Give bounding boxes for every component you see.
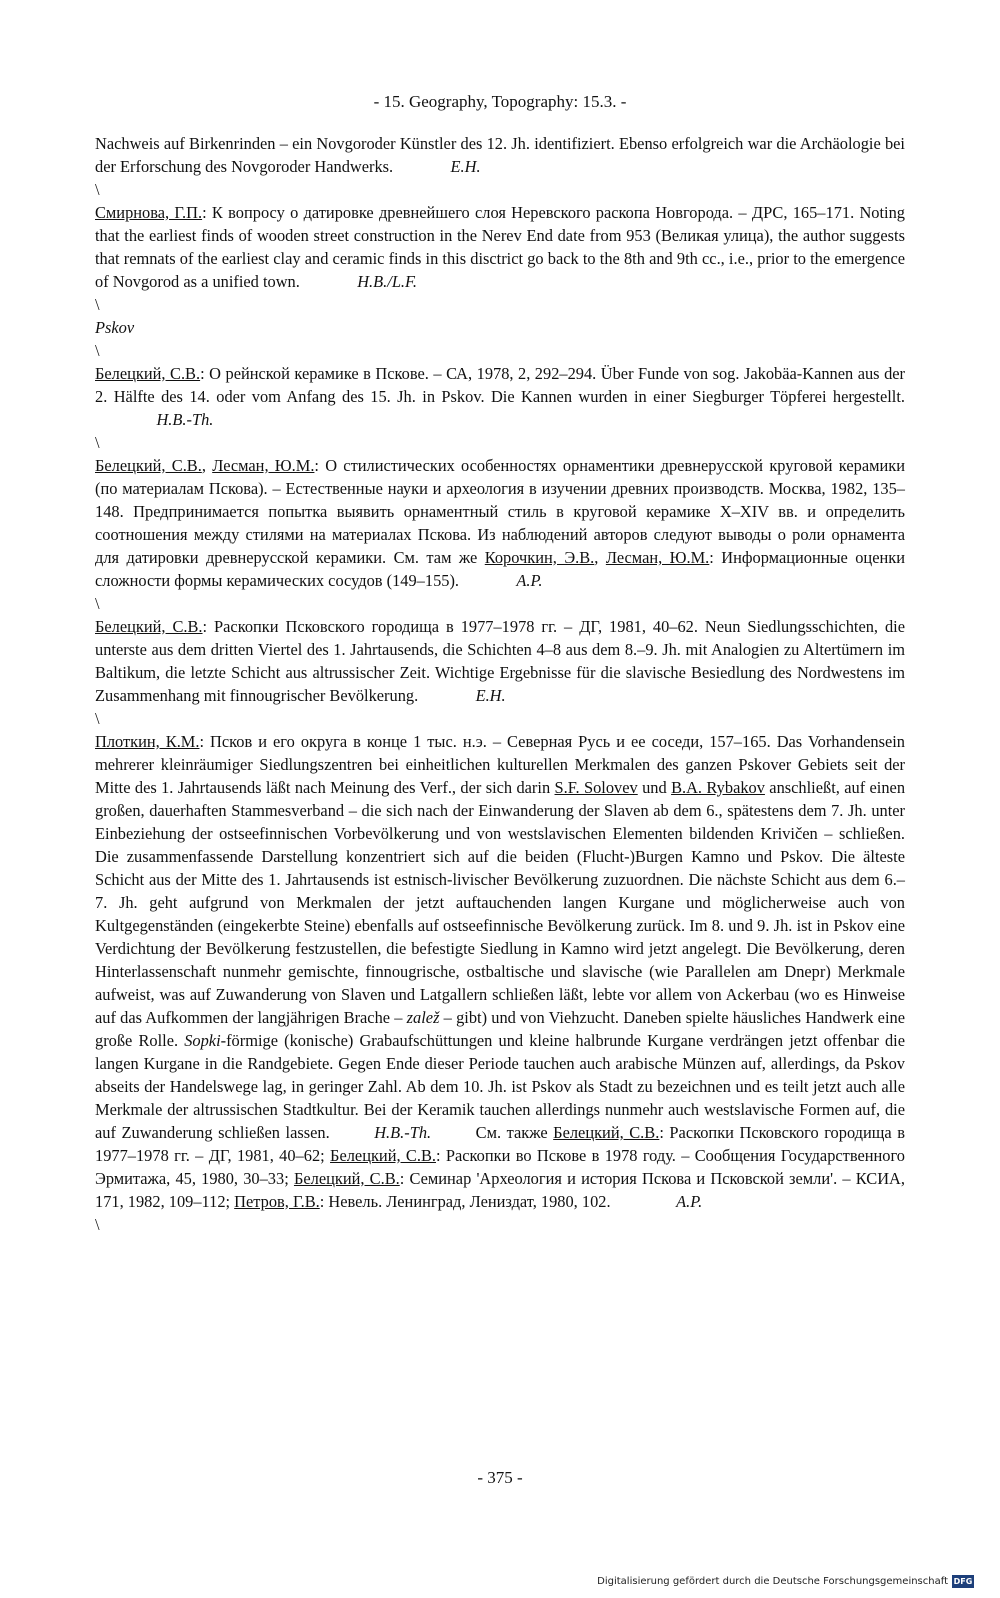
author-name: Лесман, Ю.М. — [212, 456, 315, 475]
author-name: Белецкий, С.В. — [95, 617, 203, 636]
entry-separator: \ — [95, 341, 100, 360]
reviewer-initials: A.P. — [516, 571, 543, 590]
entry-text: См. также — [475, 1123, 554, 1142]
dfg-logo: DFG — [953, 1577, 973, 1586]
author-name: Лесман, Ю.М. — [605, 548, 710, 567]
entry-text: : Раскопки Псковского городища в 1977–1978 гг. – ДГ, 1981, 40–62; — [95, 1123, 905, 1165]
entry-beleckij-lesman — [95, 454, 905, 592]
reference-name: S.F. Solovev — [554, 778, 638, 797]
reviewer-initials: H.B.-Th. — [374, 1123, 432, 1142]
entry-beleckij-1 — [95, 362, 905, 431]
entry-separator: \ — [95, 180, 100, 199]
entry-separator: \ — [95, 709, 100, 728]
reference-name: Петров, Г.В. — [234, 1192, 320, 1211]
reference-name: Белецкий, С.В. — [330, 1146, 436, 1165]
author-name: Корочкин, Э.В. — [484, 548, 595, 567]
entry-separator: \ — [95, 295, 100, 314]
page-number: - 375 - — [477, 1468, 523, 1487]
entry-beleckij-2 — [95, 615, 905, 707]
author-name: Белецкий, С.В. — [95, 364, 201, 383]
entry-separator: \ — [95, 433, 100, 452]
entry-text: und — [637, 778, 672, 797]
italic-term: zalež — [406, 1008, 440, 1027]
entry-text: : К вопросу о датировке древнейшего слоя Неревского раскопа Новгорода. – ДРС, 165–171. Noting that the earliest finds of wooden street construction in the Nerev End date from 953 (Великая улица), the author suggests that remnats of the earliest clay and ceramic finds in this disctrict go back to the 8th and 9th cc., i.e., prior to the emergence of Novgorod as a unified town. — [95, 203, 906, 291]
author-separator: , — [201, 456, 213, 475]
entry-text: -förmige (konische) Grabaufschüttungen und kleine halbrunde Kurgane verdrängen jetzt offenbar die langen Kurgane in die Randgebiete. Gegen Ende dieser Periode tauchen auch arabische Münzen auf, allerdings, da Pskov abseits der Handelswege lag, in geringer Zahl. Ab dem 10. Jh. ist Pskov als Stadt zu bezeichnen und es teilt jetzt auch alle Merkmale der altrussischen Stadtkultur. Bei der Keramik tauchen allerdings nunmehr auch westslavische Formen auf, die auf Zuwanderung schließen lassen. — [95, 1031, 905, 1142]
reference-name: Белецкий, С.В. — [293, 1169, 400, 1188]
entry-smirnova — [95, 201, 905, 293]
entry-text: : О рейнской керамике в Пскове. – СА, 1978, 2, 292–294. Über Funde von sog. Jakobäa-Kannen aus der 2. Hälfte des 14. oder vom Anfang des 15. Jh. in Pskov. Die Kannen wurden in einer Siegburger Töpferei hergestellt. — [95, 364, 905, 406]
italic-term: Sopki — [184, 1031, 221, 1050]
section-heading-pskov: Pskov — [95, 318, 135, 337]
entry-separator: \ — [95, 1215, 100, 1234]
reviewer-initials: E.H. — [450, 157, 481, 176]
reference-name: Белецкий, С.В. — [553, 1123, 660, 1142]
author-name: Смирнова, Г.П. — [95, 203, 203, 222]
entry-text: – gibt) und von Viehzucht. Daneben spielte häusliches Handwerk eine große Rolle. — [95, 1008, 905, 1050]
running-header: - 15. Geography, Topography: 15.3. - — [373, 92, 627, 111]
author-name: Белецкий, С.В. — [95, 456, 202, 475]
entry-text: Nachweis auf Birkenrinden – ein Novgoroder Künstler des 12. Jh. identifiziert. Ebenso erfolgreich war die Archäologie bei der Erforschung des Novgoroder Handwerks. — [95, 134, 905, 176]
entry-text: : О стилистических особенностях орнаментики древнерусской круговой керамики (по материалам Пскова). – Естественные науки и археология в изучении древних производств. Москва, 1982, 135–148. Предпринимается попытка выявить орнаментный стиль в круговой керамике X–XIV вв. и определить соотношения между стилями на материалах Пскова. Из наблюдений авторов следуют выводы о роли орнамента для датировки древнерусской керамики. См. там же — [95, 456, 905, 567]
author-separator: , — [594, 548, 606, 567]
entry-text: : Раскопки Псковского городища в 1977–1978 гг. – ДГ, 1981, 40–62. Neun Siedlungsschichten, die unterste aus dem dritten Viertel des 1. Jahrtausends, die Schichten 4–8 aus dem 8.–9. Jh. mit Analogien zu Altertümern im Baltikum, die letzte Schicht aus altrussischer Zeit. Wichtige Ergebnisse für die slavische Besiedlung des Nordwestens im Zusammenhang mit finnougrischer Bevölkerung. — [95, 617, 905, 705]
entry-text: : Информационные оценки сложности формы керамических сосудов (149–155). — [95, 548, 905, 590]
digitization-credit: Digitalisierung gefördert durch die Deutsche Forschungsgemeinschaft — [597, 1576, 948, 1587]
reviewer-initials: A.P. — [676, 1192, 703, 1211]
reviewer-initials: E.H. — [475, 686, 506, 705]
entry-novgorod-continued — [95, 132, 905, 178]
entry-text: : Невель. Ленинград, Лениздат, 1980, 102. — [319, 1192, 611, 1211]
entry-text: : Псков и его округа в конце 1 тыс. н.э. – Северная Русь и ее соседи, 157–165. Das Vorhandensein mehrerer kleinräumiger Siedlungszentren bei einheitlichen kulturellen Merkmalen des ganzen Pskover Gebiets seit der Mitte des 1. Jahrtausends läßt nach Meinung des Verf., der sich darin — [95, 732, 906, 797]
reviewer-initials: H.B.-Th. — [156, 410, 214, 429]
entry-plotkin — [95, 730, 905, 1213]
reference-name: B.A. Rybakov — [671, 778, 765, 797]
reviewer-initials: H.B./L.F. — [357, 272, 418, 291]
entry-text: : Раскопки во Пскове в 1978 году. – Сообщения Государственного Эрмитажа, 45, 1980, 30–33; — [95, 1146, 905, 1188]
entry-text: : Семинар 'Археология и история Пскова и Псковской земли'. – КСИА, 171, 1982, 109–112; — [95, 1169, 905, 1211]
bibliography-body — [95, 132, 905, 1236]
entry-text: anschließt, auf einen großen, dauerhaften Stammesverband – die sich nach der Einwanderung der Slaven ab dem 6., spätestens dem 7. Jh. unter Einbeziehung der ostseefinnischen Vorbevölkerung und von westslavischen Elementen bildenden Krivičen – schließen. Die zusammenfassende Darstellung konzentriert sich auf die beiden (Flucht-)Burgen Kamno und Pskov. Die älteste Schicht aus der Mitte des 1. Jahrtausends ist estnisch-livischer Bevölkerung zuzuordnen. Die nächste Schicht aus dem 6.–7. Jh. geht aufgrund von Merkmalen der jetzt auftauchenden langen Kurgane und möglicherweise auch von Kultgegenständen (eingekerbte Steine) ebenfalls auf ostseefinnische Bevölkerung zurück. Im 8. und 9. Jh. ist in Pskov eine Verdichtung der Bevölkerung festzustellen, die befestigte Siedlung in Kamno wird jetzt angelegt. Die Bevölkerung, deren Hinterlassenschaft nunmehr gemischte, finnougrische, ostbaltische und slavische (wie Parallelen am Dnepr) Merkmale aufweist, was auf Zuwanderung von Slaven und Latgallern schließen läßt, lebte vor allem von Ackerbau (wo es Hinweise auf das Aufkommen der langjährigen Brache – — [95, 778, 906, 1027]
entry-separator: \ — [95, 594, 100, 613]
author-name: Плоткин, К.М. — [95, 732, 200, 751]
